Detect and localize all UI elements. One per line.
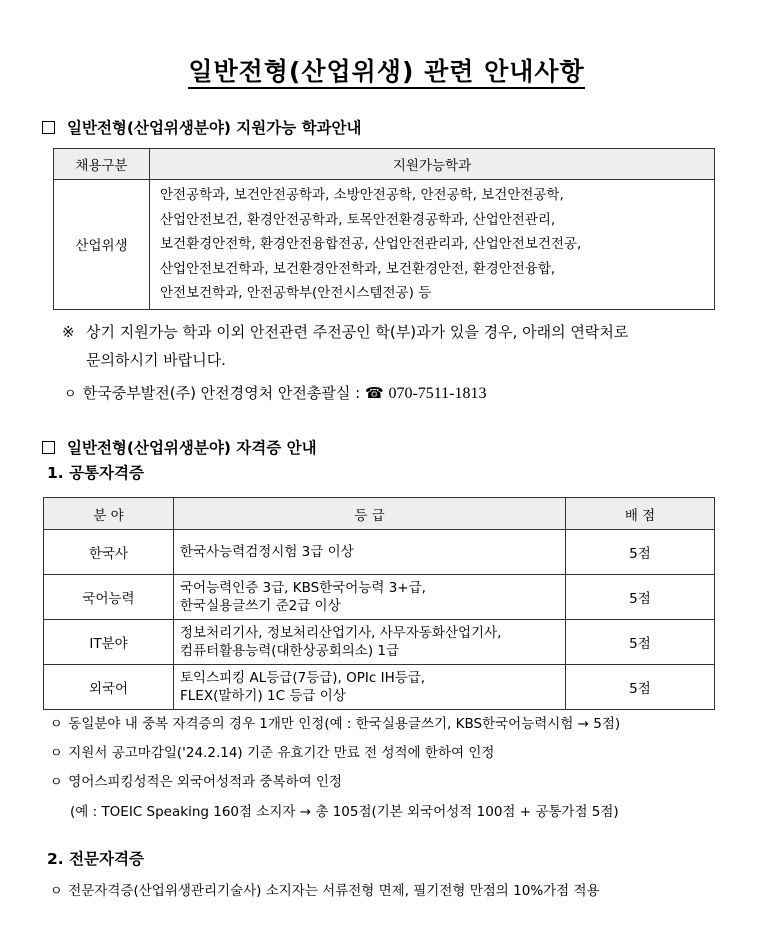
header-majors: 지원가능학과 <box>150 149 715 180</box>
table-row <box>44 620 715 665</box>
page-title <box>0 52 773 88</box>
phone-icon: ☎ <box>364 384 384 402</box>
grade-line: 토익스피킹 AL등급(7등급), OPIc IH등급, <box>180 670 426 686</box>
score-cell: 5점 <box>566 575 715 620</box>
section1-heading-text: 일반전형(산업위생분야) 지원가능 학과안내 <box>67 119 362 137</box>
grade-cell <box>174 665 566 710</box>
note-text-2: 문의하시기 바랍니다. <box>86 351 226 369</box>
cert-note-1 <box>50 712 620 732</box>
cert-note-3 <box>50 770 342 790</box>
majors-line: 보건환경안전학, 환경안전융합전공, 산업안전관리과, 산업안전보건전공, <box>160 236 582 252</box>
majors-cell <box>150 180 715 310</box>
page-title-text: 일반전형(산업위생) 관련 안내사항 <box>188 57 584 89</box>
majors-line: 안전공학과, 보건안전공학과, 소방안전공학, 안전공학, 보건안전공학, <box>160 187 564 203</box>
majors-table-header <box>54 149 715 180</box>
majors-line: 산업안전보건학과, 보건환경안전학과, 보건환경안전, 환경안전융합, <box>160 260 556 277</box>
bullet-icon: ㅇ <box>50 775 63 790</box>
header-category: 채용구분 <box>54 149 150 180</box>
sub-heading-common: 1. 공통자격증 <box>47 464 144 482</box>
cert-example-text: (예 : TOEIC Speaking 160점 소지자 → 총 105점(기본 외국어성적 100점 + 공통가점 5점) <box>70 804 619 820</box>
grade-line: FLEX(말하기) 1C 등급 이상 <box>180 688 346 704</box>
score-cell: 5점 <box>566 620 715 665</box>
header-field: 분 야 <box>44 498 174 530</box>
majors-table <box>53 148 715 310</box>
pro-note <box>50 879 600 899</box>
note-mark: ※ <box>62 323 75 341</box>
cert-note-text: 영어스피킹성적은 외국어성적과 중복하여 인정 <box>68 774 342 790</box>
category-cell: 산업위생 <box>54 180 150 310</box>
section1-heading <box>42 116 361 138</box>
sub-heading-professional: 2. 전문자격증 <box>47 850 144 868</box>
header-grade: 등 급 <box>174 498 566 530</box>
certificates-table-header <box>44 498 715 530</box>
table-row <box>44 530 715 575</box>
score-cell: 5점 <box>566 530 715 575</box>
cert-example <box>70 800 619 820</box>
note-line-1 <box>62 321 628 342</box>
grade-line: 한국실용글쓰기 준2급 이상 <box>180 598 341 614</box>
contact-text: 한국중부발전(주) 안전경영처 안전총괄실 : <box>82 384 361 402</box>
table-row <box>54 180 715 310</box>
checkbox-icon <box>42 441 55 454</box>
note-text-1: 상기 지원가능 학과 이외 안전관련 주전공인 학(부)과가 있을 경우, 아래의 연락처로 <box>86 323 629 341</box>
bullet-icon: ㅇ <box>50 884 63 899</box>
field-cell: 외국어 <box>44 665 174 710</box>
field-cell: 국어능력 <box>44 575 174 620</box>
checkbox-icon <box>42 121 55 134</box>
field-cell: IT분야 <box>44 620 174 665</box>
cert-note-2 <box>50 741 494 761</box>
score-cell: 5점 <box>566 665 715 710</box>
table-row <box>44 665 715 710</box>
section2-heading-text: 일반전형(산업위생분야) 자격증 안내 <box>67 439 317 457</box>
majors-line: 안전보건학과, 안전공학부(안전시스템전공) 등 <box>160 285 432 301</box>
cert-note-text: 지원서 공고마감일('24.2.14) 기준 유효기간 만료 전 성적에 한하여 인정 <box>68 745 495 761</box>
grade-cell <box>174 575 566 620</box>
bullet-icon: ㅇ <box>64 387 77 402</box>
grade-cell <box>174 620 566 665</box>
bullet-icon: ㅇ <box>50 717 63 732</box>
field-cell: 한국사 <box>44 530 174 575</box>
certificates-table <box>43 497 715 710</box>
majors-line: 산업안전보건, 환경안전공학과, 토목안전환경공학과, 산업안전관리, <box>160 211 556 228</box>
grade-cell <box>174 530 566 575</box>
bullet-icon: ㅇ <box>50 746 63 761</box>
cert-note-text: 동일분야 내 중복 자격증의 경우 1개만 인정(예 : 한국실용글쓰기, KBS한국어능력시험 → 5점) <box>68 716 621 732</box>
pro-note-text: 전문자격증(산업위생관리기술사) 소지자는 서류전형 면제, 필기전형 만점의 10%가점 적용 <box>68 883 600 899</box>
contact-line <box>64 382 487 403</box>
table-row <box>44 575 715 620</box>
phone-number: 070-7511-1813 <box>388 385 487 402</box>
header-score: 배 점 <box>566 498 715 530</box>
grade-line: 컴퓨터활용능력(대한상공회의소) 1급 <box>180 643 400 659</box>
grade-line: 정보처리기사, 정보처리산업기사, 사무자동화산업기사, <box>180 625 502 641</box>
grade-line: 국어능력인증 3급, KBS한국어능력 3+급, <box>180 580 426 596</box>
section2-heading <box>42 436 317 458</box>
grade-line: 한국사능력검정시험 3급 이상 <box>180 544 354 560</box>
note-line-2 <box>86 349 226 370</box>
